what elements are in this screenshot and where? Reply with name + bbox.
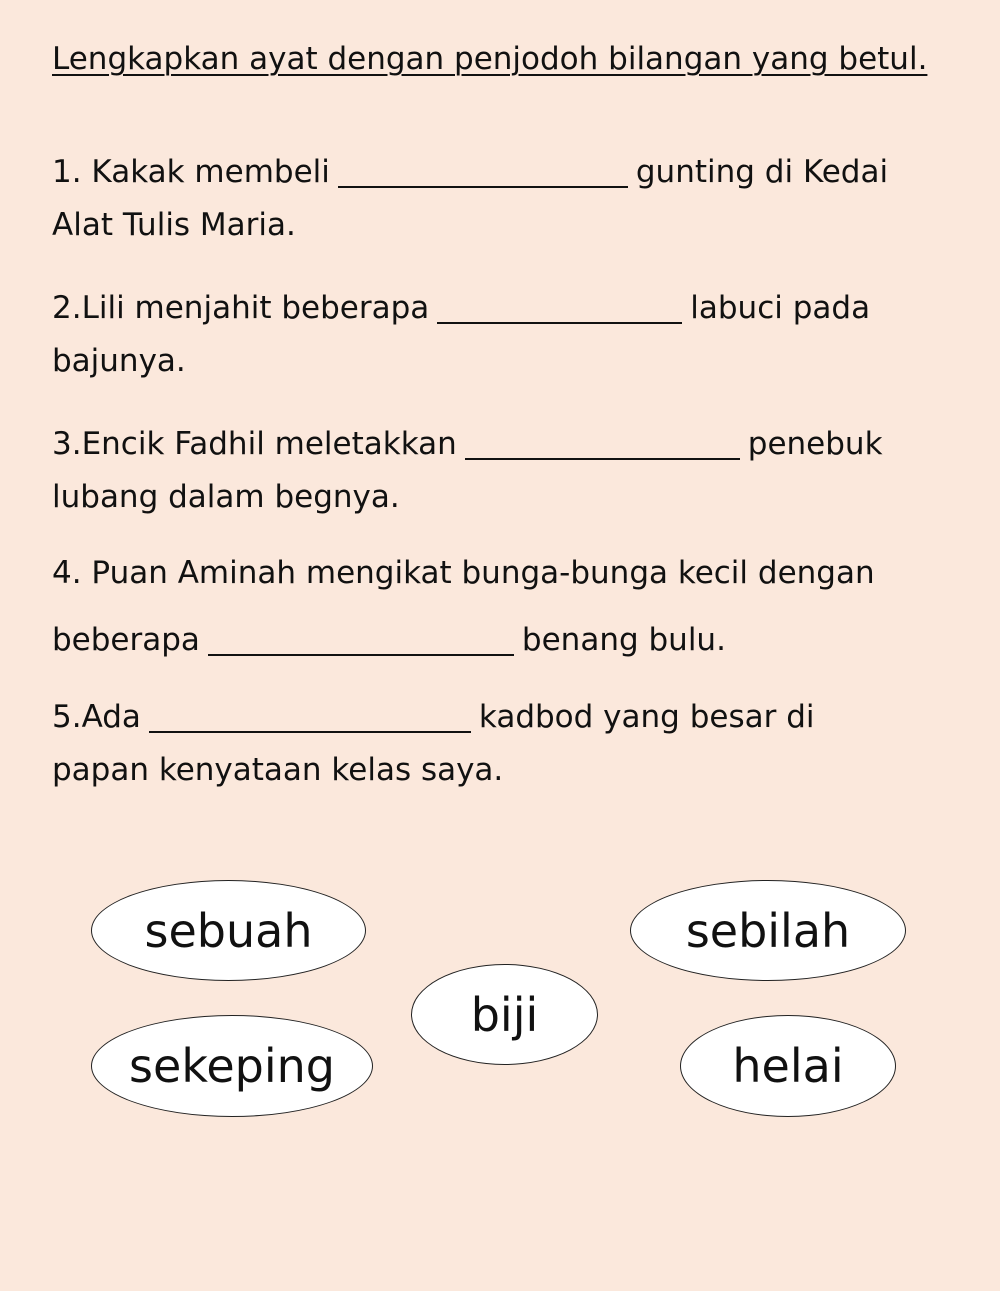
question-2 [52,286,952,379]
question-1-after: gunting di Kedai [635,154,889,190]
question-1-line2: Alat Tulis Maria. [52,207,296,243]
question-4-line2 [52,618,726,656]
question-3-line2: lubang dalam begnya. [52,479,400,515]
option-sekeping[interactable]: sekeping [91,1015,373,1117]
question-1-before: 1. Kakak membeli [52,154,330,190]
question-3-after: penebuk [747,426,883,462]
answer-blank-1[interactable] [338,156,628,188]
question-4-before: beberapa [52,622,200,658]
answer-blank-3[interactable] [465,428,740,460]
question-3-before: 3.Encik Fadhil meletakkan [52,426,457,462]
question-4-line1: 4. Puan Aminah mengikat bunga-bunga kecil dengan [52,555,875,591]
question-2-after: labuci pada [690,290,871,326]
question-4-after: benang bulu. [521,622,726,658]
question-3 [52,422,952,515]
instruction-heading: Lengkapkan ayat dengan penjodoh bilangan yang betul. [52,41,928,77]
question-5-before: 5.Ada [52,699,141,735]
question-2-before: 2.Lili menjahit beberapa [52,290,430,326]
answer-blank-2[interactable] [437,292,682,324]
question-2-line2: bajunya. [52,343,186,379]
option-sebilah[interactable]: sebilah [630,880,906,981]
option-helai[interactable]: helai [680,1015,896,1117]
answer-blank-5[interactable] [149,701,471,733]
question-4 [52,555,952,658]
option-biji[interactable]: biji [411,964,598,1065]
question-5-line2: papan kenyataan kelas saya. [52,752,504,788]
answer-blank-4[interactable] [208,624,514,656]
question-5 [52,695,952,788]
option-sebuah[interactable]: sebuah [91,880,366,981]
question-1 [52,150,952,243]
question-5-after: kadbod yang besar di [478,699,815,735]
